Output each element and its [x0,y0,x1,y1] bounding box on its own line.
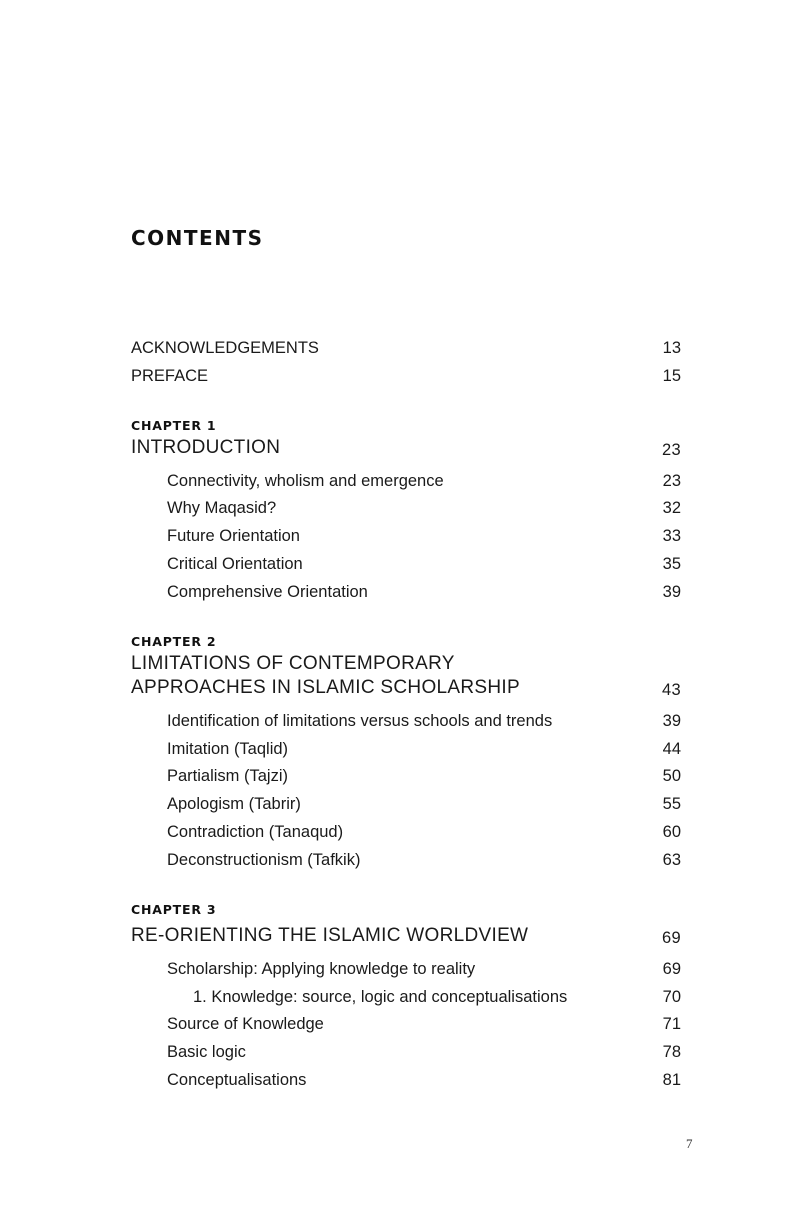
chapter-title: LIMITATIONS OF CONTEMPORARY [131,653,455,674]
toc-entry-page: 23 [662,472,681,490]
toc-entry-page: 50 [662,767,681,785]
toc-entry-label: Basic logic [167,1043,246,1061]
toc-entry-page: 55 [662,795,681,813]
toc-entry-label: 1. Knowledge: source, logic and conceptualisations [193,988,568,1006]
toc-entry-page: 44 [662,740,681,758]
toc-entry-page: 32 [662,499,681,517]
toc-entry-page: 78 [662,1043,681,1061]
toc-entry-page: 23 [662,441,681,459]
chapter-title: RE-ORIENTING THE ISLAMIC WORLDVIEW [131,925,529,946]
toc-entry-label: Partialism (Tajzi) [167,767,289,785]
toc-entry-page: 39 [662,712,681,730]
chapter-label: CHAPTER 3 [131,902,217,917]
chapter-title: INTRODUCTION [131,437,281,458]
toc-entry-page: 39 [662,583,681,601]
toc-entry-label: Source of Knowledge [167,1015,324,1033]
toc-entry-page: 69 [662,960,681,978]
chapter-title: APPROACHES IN ISLAMIC SCHOLARSHIP [131,677,520,698]
toc-entry-label: Apologism (Tabrir) [167,795,301,813]
toc-entry-page: 81 [662,1071,681,1089]
toc-entry-page: 71 [662,1015,681,1033]
toc-entry-label: Imitation (Taqlid) [167,740,289,758]
toc-entry-page: 15 [662,367,681,385]
toc-entry-page: 13 [662,339,681,357]
toc-entry-label: Contradiction (Tanaqud) [167,823,344,841]
page-title: CONTENTS [131,226,264,250]
toc-entry-page: 70 [662,988,681,1006]
toc-entry-label: Scholarship: Applying knowledge to reality [167,960,476,978]
toc-entry-label: ACKNOWLEDGEMENTS [131,339,319,357]
toc-entry-label: Deconstructionism (Tafkik) [167,851,361,869]
chapter-label: CHAPTER 1 [131,418,217,433]
toc-entry-label: Comprehensive Orientation [167,583,368,601]
toc-entry-label: Conceptualisations [167,1071,307,1089]
page-number: 7 [686,1136,693,1151]
toc-entry-page: 35 [662,555,681,573]
toc-entry-page: 33 [662,527,681,545]
toc-entry-label: Connectivity, wholism and emergence [167,472,444,490]
toc-entry-page: 60 [662,823,681,841]
toc-entry-page: 63 [662,851,681,869]
toc-entry-page: 69 [662,929,681,947]
toc-entry-label: Critical Orientation [167,555,303,573]
toc-entry-label: Future Orientation [167,527,300,545]
toc-entry-label: Why Maqasid? [167,499,277,517]
toc-entry-label: PREFACE [131,367,209,385]
toc-entry-label: Identification of limitations versus schools and trends [167,712,553,730]
toc-entry-page: 43 [662,681,681,699]
chapter-label: CHAPTER 2 [131,634,217,649]
